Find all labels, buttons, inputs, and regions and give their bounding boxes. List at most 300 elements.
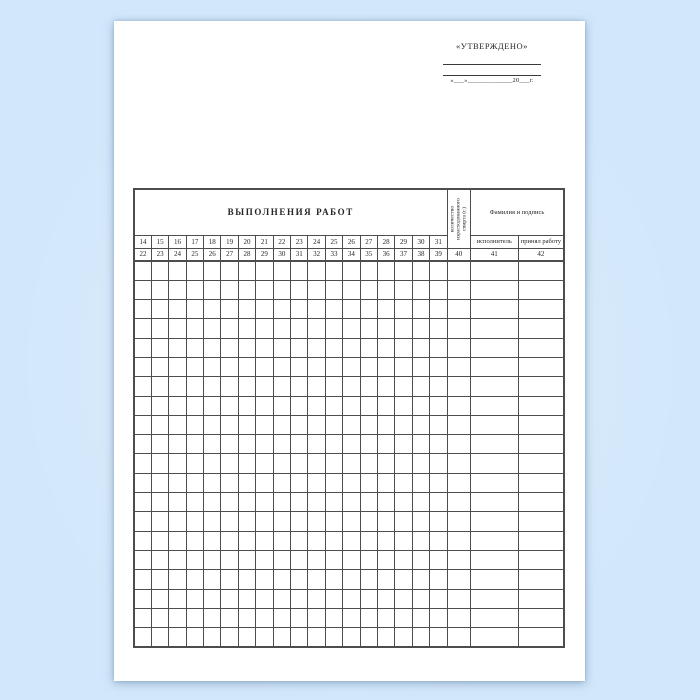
empty-cell: [377, 473, 394, 492]
empty-cell: [447, 435, 470, 454]
empty-cell: [395, 608, 412, 627]
empty-cell: [291, 608, 308, 627]
day-number-cell: 26: [343, 235, 360, 248]
empty-cell: [169, 628, 186, 647]
empty-cell: [238, 493, 255, 512]
column-number-cell: 30: [273, 248, 290, 261]
empty-cell: [256, 628, 273, 647]
empty-cell: [151, 454, 168, 473]
empty-cell: [256, 280, 273, 299]
empty-cell: [518, 512, 564, 531]
empty-cell: [169, 608, 186, 627]
empty-cell: [412, 473, 429, 492]
empty-cell: [221, 377, 238, 396]
empty-cell: [377, 415, 394, 434]
empty-cell: [256, 608, 273, 627]
empty-cell: [360, 435, 377, 454]
table-row: [134, 512, 564, 531]
day-number-cell: 23: [291, 235, 308, 248]
empty-cell: [186, 628, 203, 647]
empty-cell: [470, 377, 518, 396]
empty-cell: [325, 280, 342, 299]
empty-cell: [134, 415, 151, 434]
empty-cell: [447, 377, 470, 396]
empty-cell: [273, 454, 290, 473]
empty-cell: [238, 319, 255, 338]
empty-cell: [470, 454, 518, 473]
empty-cell: [325, 550, 342, 569]
empty-cell: [291, 319, 308, 338]
empty-cell: [291, 550, 308, 569]
empty-cell: [291, 512, 308, 531]
empty-cell: [343, 338, 360, 357]
table-row: [134, 435, 564, 454]
executor-header-cell: исполнитель: [470, 235, 518, 248]
empty-cell: [360, 531, 377, 550]
empty-cell: [273, 338, 290, 357]
empty-cell: [430, 531, 447, 550]
empty-cell: [377, 396, 394, 415]
empty-cell: [238, 415, 255, 434]
empty-cell: [151, 377, 168, 396]
empty-cell: [273, 608, 290, 627]
empty-cell: [256, 550, 273, 569]
table-row: [134, 628, 564, 647]
column-number-cell: 37: [395, 248, 412, 261]
day-number-cell: 31: [430, 235, 447, 248]
header-row-column-numbers: [134, 248, 564, 261]
empty-cell: [308, 300, 325, 319]
empty-cell: [256, 377, 273, 396]
empty-cell: [273, 493, 290, 512]
empty-cell: [273, 396, 290, 415]
empty-cell: [325, 608, 342, 627]
empty-cell: [204, 550, 221, 569]
empty-cell: [204, 493, 221, 512]
empty-cell: [470, 473, 518, 492]
empty-cell: [221, 396, 238, 415]
empty-cell: [447, 550, 470, 569]
empty-cell: [343, 319, 360, 338]
empty-cell: [186, 589, 203, 608]
empty-cell: [377, 435, 394, 454]
empty-cell: [325, 338, 342, 357]
empty-cell: [343, 280, 360, 299]
empty-cell: [204, 473, 221, 492]
empty-cell: [377, 628, 394, 647]
empty-cell: [308, 396, 325, 415]
empty-cell: [273, 415, 290, 434]
empty-cell: [256, 435, 273, 454]
empty-cell: [151, 473, 168, 492]
empty-cell: [186, 512, 203, 531]
empty-cell: [291, 338, 308, 357]
empty-cell: [377, 261, 394, 280]
empty-cell: [395, 261, 412, 280]
empty-cell: [412, 493, 429, 512]
empty-cell: [412, 338, 429, 357]
empty-cell: [377, 357, 394, 376]
empty-cell: [412, 319, 429, 338]
header-row-days-1: [134, 235, 564, 248]
day-number-cell: 14: [134, 235, 151, 248]
empty-cell: [343, 261, 360, 280]
empty-cell: [308, 531, 325, 550]
empty-cell: [377, 589, 394, 608]
empty-cell: [308, 628, 325, 647]
empty-cell: [256, 415, 273, 434]
empty-cell: [343, 608, 360, 627]
empty-cell: [360, 628, 377, 647]
empty-cell: [151, 261, 168, 280]
empty-cell: [325, 589, 342, 608]
column-number-cell: 35: [360, 248, 377, 261]
column-number-cell: 39: [430, 248, 447, 261]
column-number-cell: 22: [134, 248, 151, 261]
empty-cell: [291, 396, 308, 415]
empty-cell: [134, 338, 151, 357]
empty-cell: [395, 396, 412, 415]
empty-cell: [360, 608, 377, 627]
empty-cell: [412, 454, 429, 473]
empty-cell: [518, 396, 564, 415]
empty-cell: [169, 454, 186, 473]
empty-cell: [470, 415, 518, 434]
empty-cell: [325, 512, 342, 531]
empty-cell: [308, 415, 325, 434]
empty-cell: [204, 261, 221, 280]
empty-cell: [470, 319, 518, 338]
table-row: [134, 377, 564, 396]
empty-cell: [238, 396, 255, 415]
empty-cell: [291, 415, 308, 434]
empty-cell: [221, 280, 238, 299]
empty-cell: [221, 628, 238, 647]
empty-cell: [412, 357, 429, 376]
empty-cell: [395, 493, 412, 512]
empty-cell: [325, 319, 342, 338]
empty-cell: [256, 300, 273, 319]
empty-cell: [151, 357, 168, 376]
empty-cell: [518, 550, 564, 569]
empty-cell: [430, 319, 447, 338]
empty-cell: [204, 608, 221, 627]
empty-cell: [447, 570, 470, 589]
empty-cell: [308, 608, 325, 627]
table-row: [134, 493, 564, 512]
table-row: [134, 454, 564, 473]
empty-cell: [169, 570, 186, 589]
empty-cell: [273, 319, 290, 338]
column-number-cell: 24: [169, 248, 186, 261]
empty-cell: [238, 570, 255, 589]
empty-cell: [325, 396, 342, 415]
empty-cell: [360, 396, 377, 415]
empty-cell: [360, 319, 377, 338]
empty-cell: [291, 531, 308, 550]
empty-cell: [470, 550, 518, 569]
empty-cell: [169, 435, 186, 454]
empty-cell: [169, 589, 186, 608]
day-number-cell: 18: [204, 235, 221, 248]
empty-cell: [221, 570, 238, 589]
empty-cell: [186, 608, 203, 627]
empty-cell: [518, 319, 564, 338]
empty-cell: [169, 415, 186, 434]
empty-cell: [151, 512, 168, 531]
empty-cell: [518, 473, 564, 492]
empty-cell: [412, 512, 429, 531]
empty-cell: [360, 512, 377, 531]
empty-cell: [169, 377, 186, 396]
empty-cell: [518, 570, 564, 589]
empty-cell: [343, 357, 360, 376]
empty-cell: [447, 493, 470, 512]
empty-cell: [134, 589, 151, 608]
empty-cell: [151, 628, 168, 647]
empty-cell: [430, 589, 447, 608]
empty-cell: [169, 473, 186, 492]
empty-cell: [134, 261, 151, 280]
empty-cell: [325, 435, 342, 454]
empty-cell: [412, 280, 429, 299]
empty-cell: [518, 608, 564, 627]
empty-cell: [186, 473, 203, 492]
empty-cell: [395, 357, 412, 376]
empty-cell: [221, 608, 238, 627]
empty-cell: [377, 338, 394, 357]
empty-cell: [204, 280, 221, 299]
empty-cell: [395, 280, 412, 299]
empty-cell: [238, 261, 255, 280]
empty-cell: [204, 396, 221, 415]
empty-cell: [221, 300, 238, 319]
table-row: [134, 357, 564, 376]
empty-cell: [343, 454, 360, 473]
empty-cell: [377, 300, 394, 319]
empty-cell: [256, 512, 273, 531]
empty-cell: [518, 261, 564, 280]
empty-cell: [169, 512, 186, 531]
empty-cell: [204, 377, 221, 396]
empty-cell: [291, 628, 308, 647]
empty-cell: [256, 396, 273, 415]
empty-cell: [186, 570, 203, 589]
empty-cell: [360, 377, 377, 396]
empty-cell: [343, 377, 360, 396]
empty-cell: [447, 454, 470, 473]
column-number-cell: 25: [186, 248, 203, 261]
empty-cell: [256, 589, 273, 608]
day-number-cell: 29: [395, 235, 412, 248]
empty-cell: [308, 338, 325, 357]
day-number-cell: 20: [238, 235, 255, 248]
empty-cell: [430, 338, 447, 357]
empty-cell: [377, 454, 394, 473]
empty-cell: [470, 493, 518, 512]
empty-cell: [256, 493, 273, 512]
empty-cell: [325, 473, 342, 492]
empty-cell: [186, 357, 203, 376]
empty-cell: [470, 280, 518, 299]
empty-cell: [273, 280, 290, 299]
empty-cell: [308, 280, 325, 299]
column-number-cell: 27: [221, 248, 238, 261]
executor-column-number-cell: 41: [470, 248, 518, 261]
empty-cell: [377, 493, 394, 512]
empty-cell: [256, 570, 273, 589]
empty-cell: [470, 435, 518, 454]
empty-cell: [470, 338, 518, 357]
day-number-cell: 16: [169, 235, 186, 248]
signature-blank-line-1: [443, 64, 541, 65]
empty-cell: [238, 550, 255, 569]
empty-cell: [169, 550, 186, 569]
empty-cell: [343, 493, 360, 512]
column-number-cell: 32: [308, 248, 325, 261]
empty-cell: [134, 435, 151, 454]
empty-cell: [151, 608, 168, 627]
empty-cell: [377, 280, 394, 299]
empty-cell: [412, 570, 429, 589]
empty-cell: [447, 280, 470, 299]
empty-cell: [238, 589, 255, 608]
empty-cell: [151, 415, 168, 434]
empty-cell: [412, 435, 429, 454]
empty-cell: [518, 280, 564, 299]
empty-cell: [204, 319, 221, 338]
empty-cell: [308, 454, 325, 473]
empty-cell: [395, 319, 412, 338]
empty-cell: [518, 338, 564, 357]
table-rows: [134, 189, 564, 647]
empty-cell: [221, 357, 238, 376]
empty-cell: [221, 589, 238, 608]
empty-cell: [291, 454, 308, 473]
empty-cell: [518, 628, 564, 647]
empty-cell: [151, 396, 168, 415]
empty-cell: [221, 261, 238, 280]
empty-cell: [447, 396, 470, 415]
empty-cell: [447, 608, 470, 627]
empty-cell: [204, 338, 221, 357]
empty-cell: [447, 300, 470, 319]
empty-cell: [412, 608, 429, 627]
empty-cell: [325, 261, 342, 280]
empty-cell: [238, 300, 255, 319]
empty-cell: [430, 261, 447, 280]
accepted-column-number-cell: 42: [518, 248, 564, 261]
accepted-header-cell: принял работу: [518, 235, 564, 248]
empty-cell: [273, 550, 290, 569]
empty-cell: [186, 300, 203, 319]
empty-cell: [395, 300, 412, 319]
column-number-cell: 36: [377, 248, 394, 261]
day-number-cell: 25: [325, 235, 342, 248]
alcohol-amount-header-text: [449, 190, 468, 247]
day-number-cell: 28: [377, 235, 394, 248]
empty-cell: [360, 473, 377, 492]
empty-cell: [308, 589, 325, 608]
empty-cell: [169, 493, 186, 512]
table-row: [134, 531, 564, 550]
empty-cell: [134, 454, 151, 473]
empty-cell: [186, 261, 203, 280]
empty-cell: [430, 473, 447, 492]
empty-cell: [430, 608, 447, 627]
empty-cell: [273, 570, 290, 589]
empty-cell: [291, 377, 308, 396]
table-row: [134, 589, 564, 608]
empty-cell: [470, 531, 518, 550]
table-row: [134, 415, 564, 434]
empty-cell: [430, 570, 447, 589]
empty-cell: [221, 473, 238, 492]
empty-cell: [470, 589, 518, 608]
empty-cell: [273, 531, 290, 550]
header-row-main: [134, 189, 564, 235]
empty-cell: [325, 570, 342, 589]
empty-cell: [273, 300, 290, 319]
table-row: [134, 300, 564, 319]
empty-cell: [238, 512, 255, 531]
alcohol-header-line: израсходованного: [455, 197, 462, 240]
empty-cell: [447, 589, 470, 608]
empty-cell: [518, 357, 564, 376]
empty-cell: [377, 377, 394, 396]
empty-cell: [151, 570, 168, 589]
empty-cell: [470, 396, 518, 415]
empty-cell: [395, 435, 412, 454]
approved-block: [443, 41, 541, 84]
empty-cell: [308, 493, 325, 512]
empty-cell: [360, 493, 377, 512]
day-number-cell: 17: [186, 235, 203, 248]
empty-cell: [395, 415, 412, 434]
empty-cell: [395, 531, 412, 550]
empty-cell: [518, 300, 564, 319]
column-number-cell: 34: [343, 248, 360, 261]
empty-cell: [308, 319, 325, 338]
empty-cell: [273, 589, 290, 608]
empty-cell: [291, 473, 308, 492]
empty-cell: [221, 493, 238, 512]
empty-cell: [395, 550, 412, 569]
empty-cell: [238, 608, 255, 627]
column-number-cell: 31: [291, 248, 308, 261]
empty-cell: [221, 454, 238, 473]
empty-cell: [186, 377, 203, 396]
empty-cell: [377, 531, 394, 550]
empty-cell: [186, 454, 203, 473]
empty-cell: [273, 473, 290, 492]
empty-cell: [360, 570, 377, 589]
empty-cell: [273, 377, 290, 396]
empty-cell: [169, 280, 186, 299]
empty-cell: [134, 396, 151, 415]
empty-cell: [186, 280, 203, 299]
day-number-cell: 30: [412, 235, 429, 248]
empty-cell: [325, 377, 342, 396]
table-row: [134, 608, 564, 627]
empty-cell: [412, 415, 429, 434]
empty-cell: [360, 357, 377, 376]
empty-cell: [325, 415, 342, 434]
empty-cell: [430, 357, 447, 376]
empty-cell: [395, 628, 412, 647]
empty-cell: [377, 608, 394, 627]
empty-cell: [186, 550, 203, 569]
